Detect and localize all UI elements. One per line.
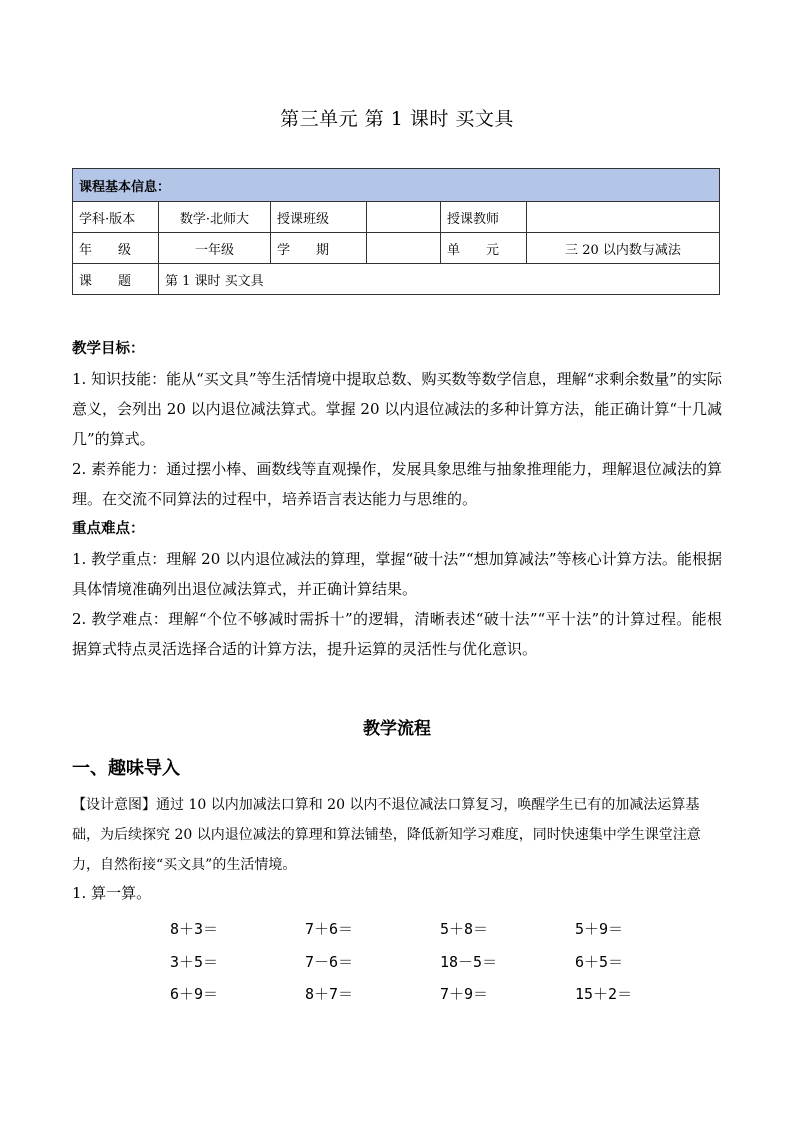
exercise: 7＋6＝ [305, 920, 354, 938]
cell-class-label: 授课班级 [271, 202, 367, 233]
exercise: 6＋5＝ [575, 953, 624, 971]
cell-grade-value: 一年级 [159, 233, 271, 264]
cell-class-value [367, 202, 441, 233]
exercise: 3＋5＝ [170, 953, 219, 971]
cell-grade-label: 年 级 [73, 233, 159, 264]
key-point-item: 1. 教学重点：理解 20 以内退位减法的算理，掌握“破十法”“想加算减法”等核心计算方法。能根据具体情境准确列出退位减法算式，并正确计算结果。 [72, 550, 722, 598]
exercise: 5＋9＝ [575, 920, 624, 938]
exercise: 5＋8＝ [440, 920, 489, 938]
exercise: 18－5＝ [440, 953, 498, 971]
exercise: 6＋9＝ [170, 985, 219, 1003]
cell-term-label: 学 期 [271, 233, 367, 264]
flow-title: 教学流程 [363, 719, 431, 739]
table-header: 课程基本信息： [73, 169, 720, 202]
key-point-item: 2. 教学难点：理解“个位不够减时需拆十”的逻辑，清晰表述“破十法”“平十法”的计算过程。能根据算式特点灵活选择合适的计算方法，提升运算的灵活性与优化意识。 [72, 610, 722, 658]
table-row [73, 202, 720, 233]
exercise: 8＋7＝ [305, 985, 354, 1003]
cell-teacher-label: 授课教师 [441, 202, 527, 233]
exercise: 7＋9＝ [440, 985, 489, 1003]
cell-teacher-value [527, 202, 720, 233]
cell-topic-value: 第 1 课时 买文具 [159, 264, 720, 295]
goal-item: 2. 素养能力：通过摆小棒、画数线等直观操作，发展具象思维与抽象推理能力，理解退位减法的算理。在交流不同算法的过程中，培养语言表达能力与思维的。 [72, 460, 722, 508]
goal-item: 1. 知识技能：能从“买文具”等生活情境中提取总数、购买数等数学信息，理解“求剩余数量”的实际意义，会列出 20 以内退位减法算式。掌握 20 以内退位减法的多种计算方法，能正确计算“十几减几”的算式。 [72, 370, 722, 448]
cell-subject-value: 数学·北师大 [159, 202, 271, 233]
teaching-goals [72, 334, 722, 664]
exercise: 7－6＝ [305, 953, 354, 971]
exercise: 8＋3＝ [170, 920, 219, 938]
key-points-heading: 重点难点： [72, 521, 145, 537]
cell-unit-label: 单 元 [441, 233, 527, 264]
cell-subject-label: 学科·版本 [73, 202, 159, 233]
cell-topic-label: 课 题 [73, 264, 159, 295]
cell-term-value [367, 233, 441, 264]
table-row [73, 233, 720, 264]
course-info-table [72, 168, 720, 295]
cell-unit-value: 三 20 以内数与减法 [527, 233, 720, 264]
goals-heading: 教学目标： [72, 341, 145, 357]
table-row [73, 264, 720, 295]
calc-label: 1. 算一算。 [72, 884, 152, 902]
page-title: 第三单元 第 1 课时 买文具 [280, 108, 514, 130]
design-intent: 【设计意图】通过 10 以内加减法口算和 20 以内不退位减法口算复习，唤醒学生已有的加减法运算基础，为后续探究 20 以内退位减法的算理和算法铺垫，降低新知学习难度，同时快速集中学生课堂注意力，自然衔接“买文具”的生活情境。 [72, 797, 701, 873]
section-title: 一、趣味导入 [72, 758, 180, 779]
table-header-row [73, 169, 720, 202]
exercise: 15＋2＝ [575, 985, 633, 1003]
